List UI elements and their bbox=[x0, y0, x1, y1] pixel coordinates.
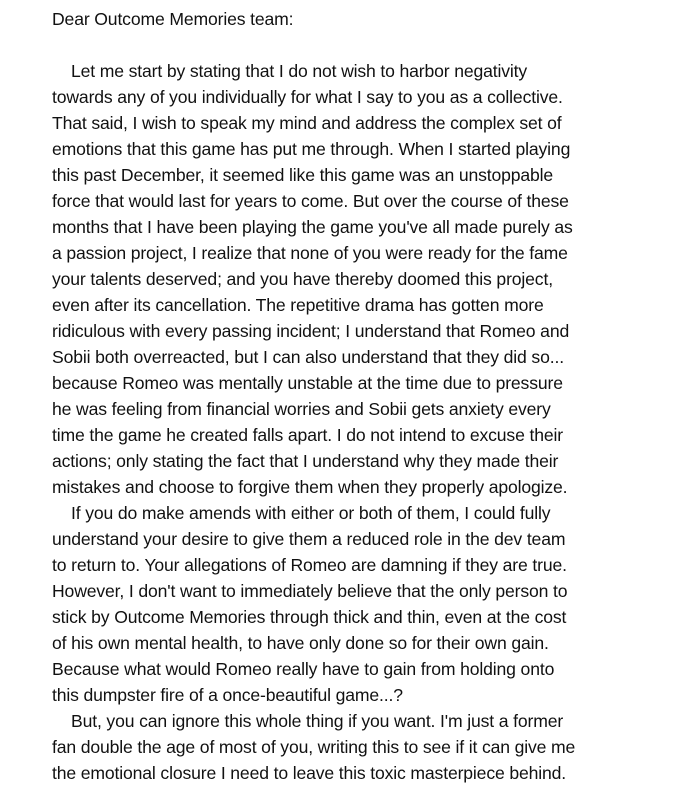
paragraph-line: force that would last for years to come. But over the course of these bbox=[52, 191, 569, 211]
paragraph-line: time the game he created falls apart. I do not intend to excuse their bbox=[52, 425, 563, 445]
paragraph-line: However, I don't want to immediately believe that the only person to bbox=[52, 581, 568, 601]
paragraph-line: this past December, it seemed like this game was an unstoppable bbox=[52, 165, 554, 185]
paragraph-line: ridiculous with every passing incident; I understand that Romeo and bbox=[52, 321, 570, 341]
paragraph-line: the emotional closure I need to leave this toxic masterpiece behind. bbox=[52, 763, 567, 783]
paragraph-line: emotions that this game has put me through. When I started playing bbox=[52, 139, 571, 159]
paragraph-line: this dumpster fire of a once-beautiful game...? bbox=[52, 685, 403, 705]
paragraph-line: your talents deserved; and you have thereby doomed this project, bbox=[52, 269, 553, 289]
paragraph-line: fan double the age of most of you, writing this to see if it can give me bbox=[52, 737, 576, 757]
paragraph-line: a passion project, I realize that none of you were ready for the fame bbox=[52, 243, 568, 263]
paragraph-line: Let me start by stating that I do not wish to harbor negativity bbox=[71, 61, 528, 81]
paragraph-line: to return to. Your allegations of Romeo are damning if they are true. bbox=[52, 555, 567, 575]
paragraph-line: Because what would Romeo really have to gain from holding onto bbox=[52, 659, 555, 679]
paragraph-line: If you do make amends with either or both of them, I could fully bbox=[71, 503, 551, 523]
paragraph-line: That said, I wish to speak my mind and address the complex set of bbox=[52, 113, 562, 133]
letter-paragraph-3 bbox=[52, 708, 700, 786]
paragraph-line: months that I have been playing the game you've all made purely as bbox=[52, 217, 573, 237]
paragraph-line: mistakes and choose to forgive them when they properly apologize. bbox=[52, 477, 568, 497]
paragraph-line: understand your desire to give them a reduced role in the dev team bbox=[52, 529, 566, 549]
paragraph-line: he was feeling from financial worries and Sobii gets anxiety every bbox=[52, 399, 551, 419]
paragraph-line: even after its cancellation. The repetitive drama has gotten more bbox=[52, 295, 544, 315]
paragraph-line: of his own mental health, to have only done so for their own gain. bbox=[52, 633, 549, 653]
paragraph-line: But, you can ignore this whole thing if you want. I'm just a former bbox=[71, 711, 564, 731]
paragraph-line: stick by Outcome Memories through thick and thin, even at the cost bbox=[52, 607, 567, 627]
paragraph-line: towards any of you individually for what I say to you as a collective. bbox=[52, 87, 563, 107]
letter-paragraph-1 bbox=[52, 58, 700, 500]
letter-salutation: Dear Outcome Memories team: bbox=[52, 9, 294, 29]
paragraph-line: Sobii both overreacted, but I can also understand that they did so... bbox=[52, 347, 564, 367]
paragraph-line: because Romeo was mentally unstable at the time due to pressure bbox=[52, 373, 563, 393]
paragraph-line: actions; only stating the fact that I understand why they made their bbox=[52, 451, 559, 471]
letter-paragraph-2 bbox=[52, 500, 700, 708]
